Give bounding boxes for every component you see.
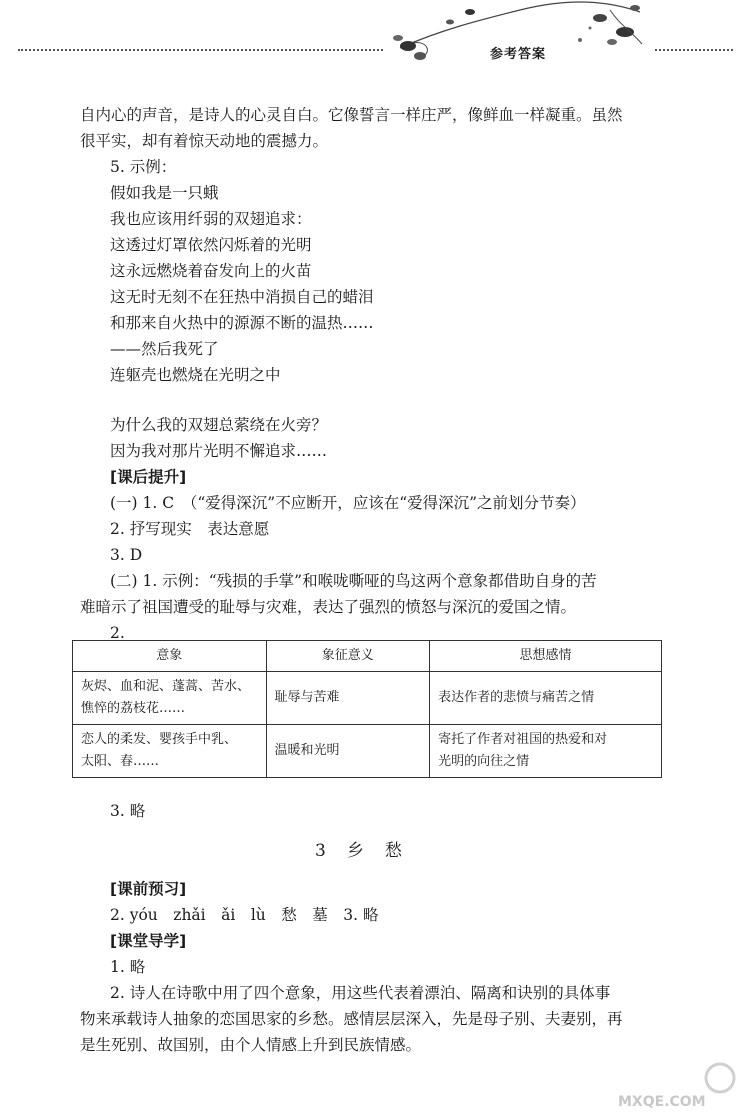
- poem-line: 因为我对那片光明不懈追求……: [110, 442, 328, 460]
- answer-line: (二) 1. 示例：“残损的手掌”和喉咙嘶哑的鸟这两个意象都借助自身的苦: [110, 572, 597, 590]
- table-header-feeling: 思想感情: [430, 641, 662, 672]
- cell-text: 太阳、春……: [81, 754, 160, 769]
- section-title: 3 乡 愁: [315, 841, 404, 861]
- answer-line: 难暗示了祖国遭受的耻辱与灾难，表达了强烈的愤怒与深沉的爱国之情。: [80, 598, 577, 616]
- table-header-imagery: 意象: [73, 641, 267, 672]
- imagery-table: [72, 640, 662, 778]
- cell-text: 灰烬、血和泥、蓬蒿、苦水、: [81, 679, 251, 694]
- watermark-logo: [612, 1060, 742, 1112]
- cell-text: 光明的向往之情: [438, 754, 530, 769]
- poem-line: 这透过灯罩依然闪烁着的光明: [110, 236, 312, 254]
- table-row: [73, 725, 662, 778]
- answer-line: 2. 诗人在诗歌中用了四个意象，用这些代表着漂泊、隔离和诀别的具体事: [110, 984, 611, 1002]
- answer-line: 物来承载诗人抽象的恋国思家的乡愁。感情层层深入，先是母子别、夫妻别，再: [80, 1010, 623, 1028]
- poem-line: 为什么我的双翅总萦绕在火旁？: [110, 416, 328, 434]
- table-cell-imagery: [73, 672, 267, 725]
- answer-line: 2. yóu zhǎi ǎi lù 愁 墓 3. 略: [110, 906, 379, 924]
- page-header: [0, 0, 750, 70]
- table-cell-imagery: [73, 725, 267, 778]
- answer-line: 3. D: [110, 546, 143, 564]
- poem-line: 假如我是一只蛾: [110, 184, 219, 202]
- answer-line: 是生死别、故国别，由个人情感上升到民族情感。: [80, 1036, 422, 1054]
- poem-line: 我也应该用纤弱的双翅追求：: [110, 210, 312, 228]
- answer-line: 3. 略: [110, 802, 146, 820]
- cell-text: 恋人的柔发、婴孩手中乳、: [81, 732, 238, 747]
- cell-text: 表达作者的悲愤与痛苦之情: [438, 690, 595, 705]
- table-header-meaning: 象征意义: [266, 641, 430, 672]
- answer-line: (一) 1. C （“爱得深沉”不应断开，应该在“爱得深沉”之前划分节奏）: [110, 494, 586, 512]
- cell-text: 憔悴的荔枝花……: [81, 701, 186, 716]
- poem-line: ——然后我死了: [110, 340, 219, 358]
- paragraph-line: 很平实，却有着惊天动地的震撼力。: [80, 132, 329, 150]
- table-cell-meaning: 耻辱与苦难: [266, 672, 430, 725]
- cell-text: 寄托了作者对祖国的热爱和对: [438, 732, 608, 747]
- section-heading-preview: [课前预习]: [110, 880, 187, 898]
- answer-line: 2.: [110, 624, 125, 642]
- header-title: 参考答案: [490, 47, 547, 62]
- answer-line: 1. 略: [110, 958, 146, 976]
- poem-line: 这永远燃烧着奋发向上的火苗: [110, 262, 312, 280]
- section-heading-after-class: [课后提升]: [110, 468, 187, 486]
- header-dotted-rule-right: [655, 49, 733, 51]
- answer-line: 2. 抒写现实 表达意愿: [110, 520, 270, 538]
- table-cell-feeling: [430, 672, 662, 725]
- table-cell-feeling: [430, 725, 662, 778]
- poem-line: 连躯壳也燃烧在光明之中: [110, 366, 281, 384]
- section-heading-class-guide: [课堂导学]: [110, 932, 187, 950]
- watermark-text: MXQE.COM: [618, 1094, 706, 1110]
- header-dotted-rule-left: [18, 49, 383, 51]
- paragraph-line: 自内心的声音，是诗人的心灵自白。它像誓言一样庄严，像鲜血一样凝重。虽然: [80, 106, 623, 124]
- table-row: [73, 672, 662, 725]
- table-header-row: [73, 641, 662, 672]
- table-cell-meaning: 温暖和光明: [266, 725, 430, 778]
- poem-line: 和那来自火热中的源源不断的温热……: [110, 314, 374, 332]
- question-5: 5. 示例：: [110, 158, 177, 176]
- poem-line: 这无时无刻不在狂热中消损自己的蜡泪: [110, 288, 374, 306]
